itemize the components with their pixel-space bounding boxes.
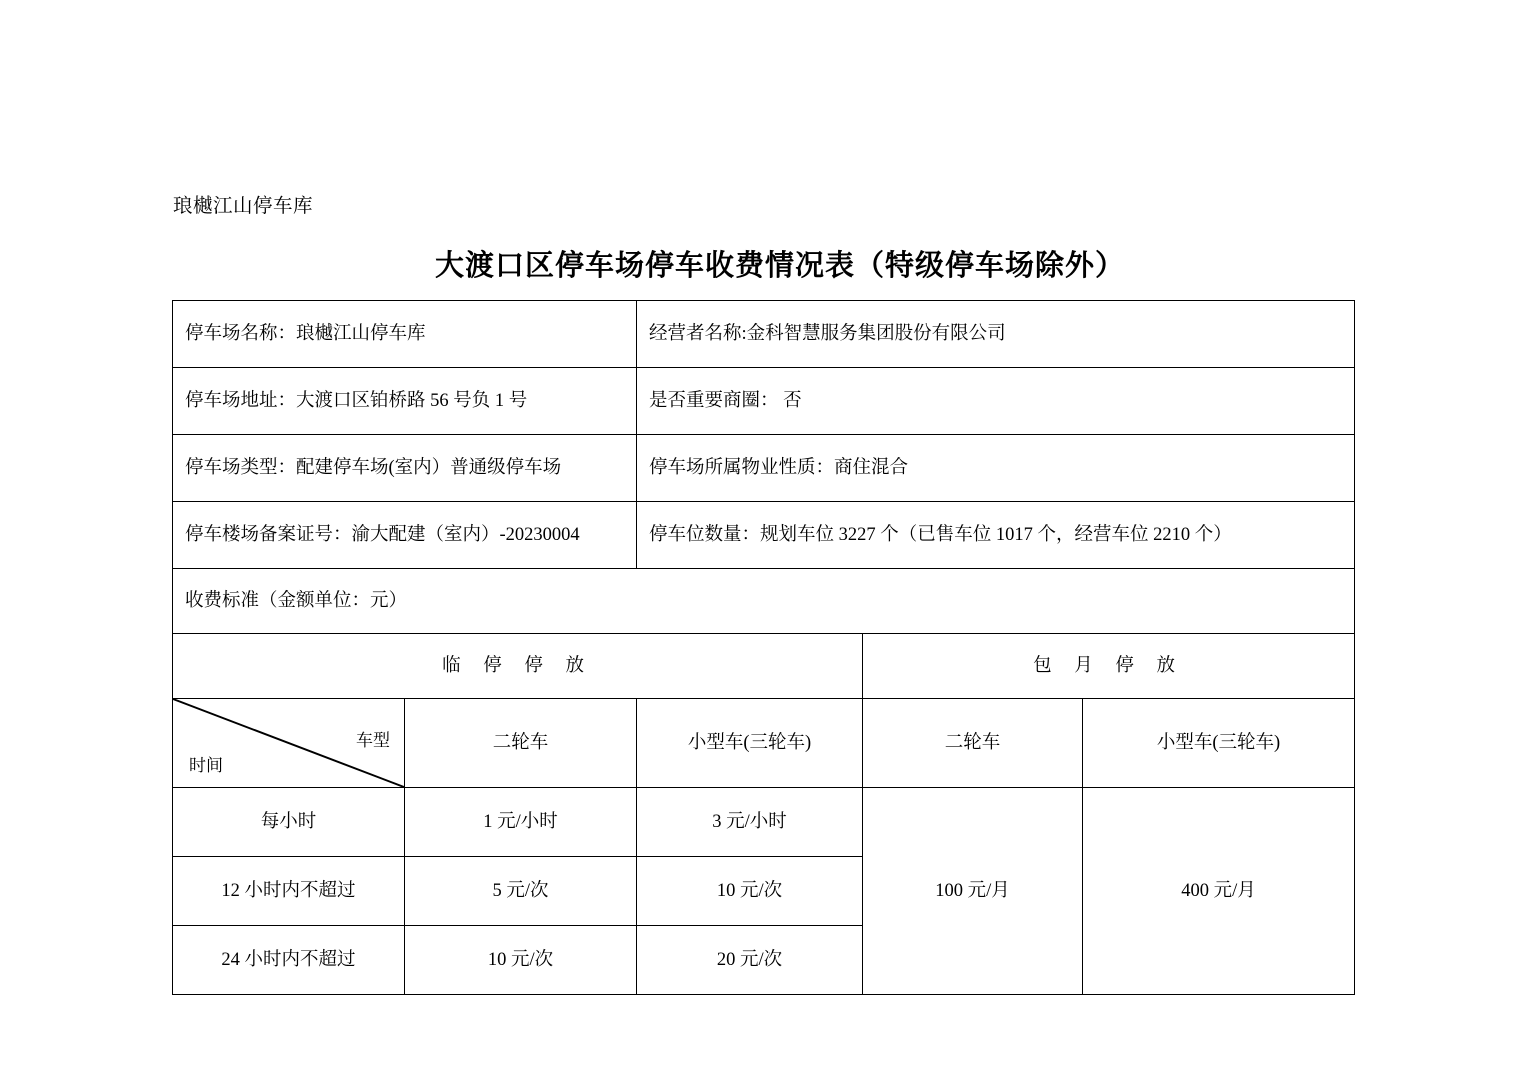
col-temp-small-car: 小型车(三轮车) [637,699,863,788]
rate-small-car: 3 元/小时 [637,788,863,857]
fee-standard-label: 收费标准（金额单位：元） [173,569,1355,634]
table-row [173,502,1355,569]
table-row [173,435,1355,502]
table-row [173,301,1355,368]
monthly-two-wheel-rate: 100 元/月 [863,788,1083,995]
rate-two-wheel: 1 元/小时 [405,788,637,857]
is-key-business-district: 是否重要商圈： 否 [637,368,1355,435]
corner-type-label: 车型 [356,731,390,750]
table-row [173,368,1355,435]
parking-space-count: 停车位数量：规划车位 3227 个（已售车位 1017 个，经营车位 2210 个） [637,502,1355,569]
corner-time-type-cell [173,699,405,788]
operator-name: 经营者名称:金科智慧服务集团股份有限公司 [637,301,1355,368]
col-month-small-car: 小型车(三轮车) [1083,699,1355,788]
property-nature-value: 停车场所属物业性质：商住混合 [637,435,1355,502]
section-monthly-parking: 包 月 停 放 [863,634,1355,699]
col-month-two-wheel: 二轮车 [863,699,1083,788]
parking-lot-type: 停车场类型：配建停车场(室内）普通级停车场 [173,435,637,502]
rate-two-wheel: 5 元/次 [405,857,637,926]
table-header-row [173,699,1355,788]
monthly-small-car-rate: 400 元/月 [1083,788,1355,995]
table-row [173,788,1355,857]
section-temporary-parking: 临 停 停 放 [173,634,863,699]
col-temp-two-wheel: 二轮车 [405,699,637,788]
table-row [173,634,1355,699]
parking-lot-name: 停车场名称：琅樾江山停车库 [173,301,637,368]
rate-small-car: 10 元/次 [637,857,863,926]
table-row [173,569,1355,634]
rate-small-car: 20 元/次 [637,926,863,995]
corner-time-label: 时间 [189,756,223,776]
rate-row-label: 24 小时内不超过 [173,926,405,995]
rate-row-label: 12 小时内不超过 [173,857,405,926]
rate-two-wheel: 10 元/次 [405,926,637,995]
page-title: 大渡口区停车场停车收费情况表（特级停车场除外） [434,250,1125,282]
header-note: 琅樾江山停车库 [173,196,314,217]
parking-lot-address: 停车场地址：大渡口区铂桥路 56 号负 1 号 [173,368,637,435]
record-certificate-number: 停车楼场备案证号：渝大配建（室内）-20230004 [173,502,637,569]
rate-row-label: 每小时 [173,788,405,857]
parking-fee-table [172,300,1355,995]
